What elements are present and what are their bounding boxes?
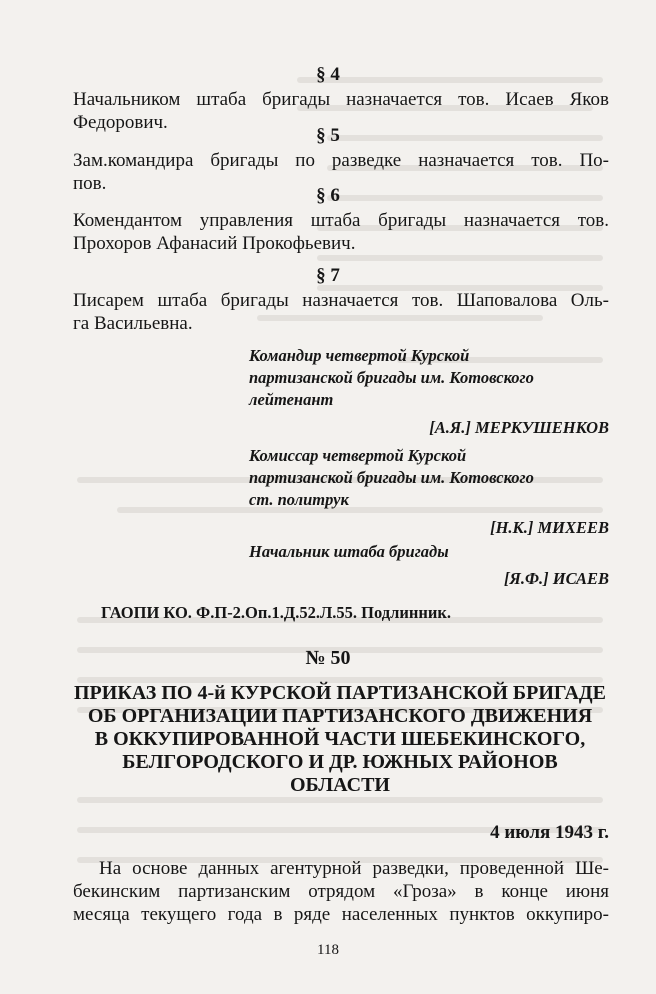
- section-6-mark: § 6: [316, 185, 340, 206]
- signature-commissar-line-3: ст. политрук: [249, 490, 349, 509]
- signature-commander-line-1: Командир четвертой Курской: [249, 346, 470, 365]
- title-line-1: ПРИКАЗ ПО 4-й КУРСКОЙ ПАРТИЗАНСКОЙ БРИГАДЕ: [74, 682, 606, 704]
- section-6-text: [73, 209, 609, 255]
- section-6-line-2: Прохоров Афанасий Прокофьевич.: [73, 233, 356, 254]
- document-date: 4 июля 1943 г.: [490, 822, 609, 843]
- title-line-5: ОБЛАСТИ: [290, 774, 390, 796]
- signature-commander-line-2: партизанской бригады им. Котовского: [249, 368, 534, 387]
- section-7-mark: § 7: [316, 265, 340, 286]
- body-text: [73, 857, 609, 926]
- section-4-line-1: Начальником штаба бригады назначается тов. Исаев Яков: [73, 89, 609, 110]
- signature-commander-line-3: лейтенант: [249, 390, 334, 409]
- page-number: 118: [317, 942, 339, 958]
- body-line-2: бекинским партизанским отрядом «Гроза» в конце июня: [73, 881, 609, 902]
- section-5-line-1: Зам.командира бригады по разведке назначается тов. По-: [73, 150, 609, 171]
- signature-commander-name: [А.Я.] МЕРКУШЕНКОВ: [429, 418, 609, 437]
- section-6-line-1: Комендантом управления штаба бригады назначается тов.: [73, 210, 609, 231]
- signature-chief-line-1: Начальник штаба бригады: [249, 542, 449, 561]
- section-7-line-2: га Васильевна.: [73, 313, 193, 334]
- signature-chief-name: [Я.Ф.] ИСАЕВ: [504, 569, 609, 588]
- title-line-4: БЕЛГОРОДСКОГО И ДР. ЮЖНЫХ РАЙОНОВ: [122, 751, 558, 773]
- archive-source: ГАОПИ КО. Ф.П-2.Оп.1.Д.52.Л.55. Подлинник.: [101, 603, 452, 622]
- document-number: № 50: [305, 647, 351, 669]
- signature-commissar-line-2: партизанской бригады им. Котовского: [249, 468, 534, 487]
- signature-commissar: [249, 445, 609, 539]
- section-7-line-1: Писарем штаба бригады назначается тов. Шаповалова Оль-: [73, 290, 609, 311]
- body-line-3: месяца текущего года в ряде населенных пунктов оккупиро-: [73, 904, 609, 925]
- body-line-1: На основе данных агентурной разведки, проведенной Ше-: [99, 858, 609, 879]
- signature-chief-of-staff: [249, 541, 609, 590]
- title-line-3: В ОККУПИРОВАННОЙ ЧАСТИ ШЕБЕКИНСКОГО,: [94, 728, 586, 750]
- document-title: [70, 682, 610, 797]
- signature-commissar-name: [Н.К.] МИХЕЕВ: [490, 518, 609, 537]
- section-4-line-2: Федорович.: [73, 112, 168, 133]
- section-7-text: [73, 289, 609, 335]
- section-5-mark: § 5: [316, 125, 340, 146]
- signature-commander: [249, 345, 609, 439]
- signature-commissar-line-1: Комиссар четвертой Курской: [249, 446, 467, 465]
- title-line-2: ОБ ОРГАНИЗАЦИИ ПАРТИЗАНСКОГО ДВИЖЕНИЯ: [87, 705, 593, 727]
- section-5-line-2: пов.: [73, 173, 107, 194]
- section-4-mark: § 4: [316, 64, 340, 85]
